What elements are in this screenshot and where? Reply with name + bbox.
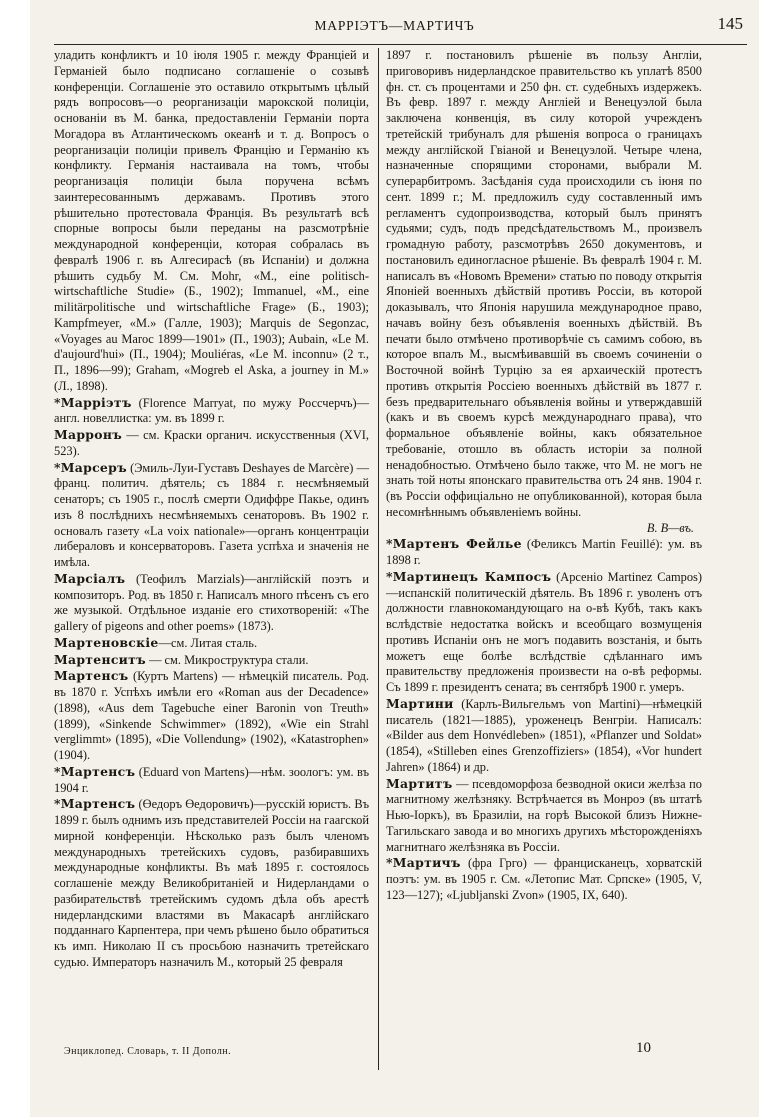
column-divider <box>378 48 379 1070</box>
running-title: МАРРІЭТЪ—МАРТИЧЪ <box>314 18 475 33</box>
dictionary-entry <box>386 569 702 696</box>
entry-text: (Арсеніо Martinez Campos)—испанскій политическій дѣятель. Въ 1896 г. уволенъ отъ должности главнокомандующаго на о-вѣ Кубѣ, такъ какъ вслѣдствіе недостатка войскъ и всеобщаго возмущенія противъ Испаніи онъ не могъ подавить возстанія, и быть можетъ еще болѣе вслѣдствіе сдѣланнаго имъ правительству предложенія произвести на о-вѣ реформы. Съ 1899 г. президентъ сената; въ сентябрѣ 1900 г. умеръ. <box>386 569 702 694</box>
entry-text: (Florence Marryat, по мужу Россчерчъ)—англ. новеллистка: ум. въ 1899 г. <box>54 395 369 426</box>
dictionary-entry <box>386 48 702 521</box>
entry-headword: *Мартенсъ <box>54 796 136 812</box>
entry-text: —см. Литая сталь. <box>158 635 258 650</box>
entry-text: (Эмиль-Луи-Густавъ Deshayes de Marcère) — франц. политич. дѣятель; съ 1884 г. несмѣняемый сенаторъ; съ 1905 г., послѣ смерти Одиффре Пакье, одинъ изъ 8 послѣднихъ несмѣняемыхъ сенаторовъ. Въ 1902 г. основалъ газету «La voix nationale»—органъ концентраціи либераловъ и консерваторовъ. Газета успѣха и значенія не имѣла. <box>54 460 369 569</box>
dictionary-entry <box>54 668 369 764</box>
entry-headword: *Мартичъ <box>386 855 461 871</box>
entry-headword: *Маррiэтъ <box>54 394 132 410</box>
entry-text: — см. Микроструктура стали. <box>145 652 309 667</box>
entry-text: 1897 г. постановилъ рѣшеніе въ пользу Англіи, приговоривъ нидерландское правительство къ уплатѣ 8500 фн. ст. съ процентами и 250 фн. ст. судебныхъ издержекъ. Въ февр. 1897 г. между Англіей и Венецуэлой была заключена конвенція, въ силу которой учрежденъ третейскій трибуналъ для рѣшенія вопроса о границахъ между англійской Гвіаной и Венецуэлой. Четыре члена, назначенные спорящими сторонами, выбрали М. суперарбитромъ. Засѣданія суда происходили съ іюня по сент. 1899 г.; М. предложилъ суду составленный имъ регламентъ судопроизводства, который былъ принятъ судьями; судъ, подъ предсѣдательствомъ М., произвелъ громадную работу, разсмотрѣвъ 2650 документовъ, и постановилъ единогласное рѣшеніе. Въ февралѣ 1904 г. М. написалъ въ «Новомъ Времени» статью по поводу открытія Японіей военныхъ дѣйствій противъ Россіи, въ которой доказывалъ, что Японія нарушила международное право, начавъ войну безъ объявленія военныхъ дѣйствій. Въ печати было отмѣчено противорѣчіе съ самимъ собою, въ которое впалъ М., высмѣивавшій въ своемъ сочиненіи о Восточной войнѣ Турцію за ея архаическій протестъ противъ открытія Россіею военныхъ дѣйствій въ 1877 г. безъ предварительнаго объявленія войны и утверждавшій (какъ и въ своемъ курсѣ международнаго права), что формальное объявленіе войны, какъ обязательное требованіе, отошло въ область исторіи за полной ненадобностью. Отмѣчено было также, что М. не могъ не знать той ноты японскаго правительства отъ 24 янв. 1904 г. (въ Россіи оффиціально не опубликованной), которая была несомнѣннымъ объявленіемъ войны. <box>386 48 702 519</box>
entry-text: — псевдоморфоза безводной окиси желѣза по магнитному желѣзняку. Встрѣчается въ Монроэ (въ штатѣ Нью-Іоркъ), въ Бразиліи, на горѣ Высокой близъ Нижне-Тагильскаго завода и во многихъ другихъ мѣсторожденіяхъ магнитнаго желѣзняка въ Россіи. <box>386 776 702 854</box>
dictionary-entry <box>54 395 369 428</box>
entry-headword: *Мартенъ Фейльe <box>386 536 522 552</box>
page-header <box>30 14 759 44</box>
dictionary-page <box>30 0 759 1117</box>
entry-headword: Мартенсъ <box>54 668 129 684</box>
entry-text: уладить конфликтъ и 10 іюля 1905 г. между Франціей и Германіей было подписано соглашеніе о созывѣ конференціи. Соглашеніе это оставило открытымъ цѣлый рядъ вопросовъ—о реорганизаціи марокской полиціи, основаніи въ М. банка, предоставленіи Германіи порта Могадора въ Атлантическомъ океанѣ и т. д. Вопросъ о реорганизаціи полиціи привелъ Францію и Германію къ конфликту. Германія настаивала на томъ, чтобы реорганизація полиціи была поручена всѣмъ заинтересованнымъ державамъ. Противъ этого рѣшительно протестовала Франція. Въ результатѣ всѣ спорные вопросы были переданы на разсмотрѣніе международной конференціи, которая собралась въ февралѣ 1906 г. въ Алгесирасѣ (въ Испаніи) и должна рѣшить судьбу М. См. Mohr, «M., eine politisch-wirtschaftliche Studie» (Б., 1902); Immanuel, «M., eine militärpolitische und wirtschaftliche Frage» (Б., 1903); Kampfmeyer, «M.» (Галле, 1903); Marquis de Segonzac, «Voyages au Maroc 1899—1901» (П., 1903); Aubain, «Le M. d'aujourd'hui» (П., 1904); Mouliéras, «Le M. inconnu» (2 т., П., 1896—99); Graham, «Mogreb el Aska, a journey in M.» (Л., 1898). <box>54 48 369 393</box>
entry-headword: Мартини <box>386 695 454 711</box>
dictionary-entry <box>54 48 369 395</box>
entry-text: — см. Краски органич. искусственныя (XVI, 523). <box>54 428 369 458</box>
right-column <box>386 48 702 904</box>
dictionary-entry <box>54 460 369 571</box>
footer-imprint: Энциклопед. Словарь, т. II Дополн. <box>64 1046 232 1057</box>
entry-text: (Феликсъ Martin Feuillé): ум. въ 1898 г. <box>386 537 702 567</box>
entry-headword: *Мартенсъ <box>54 763 136 779</box>
dictionary-entry <box>386 536 702 569</box>
entry-text: В. В—въ. <box>646 520 694 535</box>
page-number: 145 <box>717 14 743 33</box>
dictionary-entry <box>54 635 369 652</box>
dictionary-entry <box>386 855 702 903</box>
entry-text: (Теофилъ Marzials)—англійскій поэтъ и композиторъ. Род. въ 1850 г. Написалъ много пѣсенъ съ его же музыкой. Отдѣльное изданіе его стихотвореній: «The gallery of pigeons and other poems» (1873). <box>54 571 369 633</box>
dictionary-entry <box>54 571 369 635</box>
entry-text: (Өедоръ Өедоровичъ)—русскій юристъ. Въ 1899 г. былъ однимъ изъ представителей Россіи на гаагской мирной конференціи. Нѣсколько разъ былъ членомъ международныхъ третейскихъ судовъ, разбиравшихъ международные конфликты. Въ маѣ 1895 г. состоялось соглашеніе между Великобританіей и Нидерландами о разбирательствѣ третейскимъ судомъ дѣла объ арестѣ нидерландскими властями въ Макасарѣ англійскаго подданнаго Карпентера, при чемъ рѣшено было обратиться къ имп. Николаю II съ просьбою назначить третейскаго судью. Императоръ назначилъ М., который 25 февраля <box>54 797 369 969</box>
entry-headword: *Марсеръ <box>54 459 127 475</box>
entry-headword: Марсiалъ <box>54 570 126 586</box>
entry-headword: *Мартинецъ Кампосъ <box>386 568 552 584</box>
entry-headword: Мартенситъ <box>54 651 146 667</box>
entry-headword: Мартеновскiе <box>54 634 159 650</box>
footer-signature-mark: 10 <box>636 1040 651 1056</box>
dictionary-entry <box>54 427 369 460</box>
entry-headword: Мартитъ <box>386 775 453 791</box>
dictionary-entry <box>54 652 369 669</box>
entry-text: (Карлъ-Вильгельмъ von Martini)—нѣмецкій писатель (1821—1885), уроженецъ Венгріи. Написалъ: «Bilder aus dem Honvédleben» (1851), «Pflanzer und Soldat» (1854), «Stilleben eines Grenzoffiziers» (1854), «Vor hundert Jahren» (1864) и др. <box>386 696 702 774</box>
dictionary-entry <box>54 796 369 970</box>
author-signature <box>386 521 702 537</box>
dictionary-entry <box>386 696 702 776</box>
left-column <box>54 48 369 971</box>
dictionary-entry <box>54 764 369 797</box>
entry-headword: Марронъ <box>54 427 123 442</box>
entry-text: (Eduard von Martens)—нѣм. зоологъ: ум. въ 1904 г. <box>54 764 369 795</box>
entry-text: (Куртъ Martens) — нѣмецкій писатель. Род. въ 1870 г. Успѣхъ имѣли его «Roman aus der Decadence» (1898), «Aus dem Tagebuche einer Baronin von Treuth» (1899), «Sinkende Schwimmer» (1892), «Wie ein Strahl verglimmt» (1895), «Die Vollendung» (1902), «Katastrophen» (1904). <box>54 669 369 762</box>
entry-text: (фра Грго) — францисканецъ, хорватскій поэтъ: ум. въ 1905 г. См. «Летопис Мат. Српске» (1905, V, 123—127); «Ljubljanski Zvon» (1905, IX, 640). <box>386 856 702 902</box>
dictionary-entry <box>386 776 702 856</box>
header-rule <box>54 44 747 45</box>
